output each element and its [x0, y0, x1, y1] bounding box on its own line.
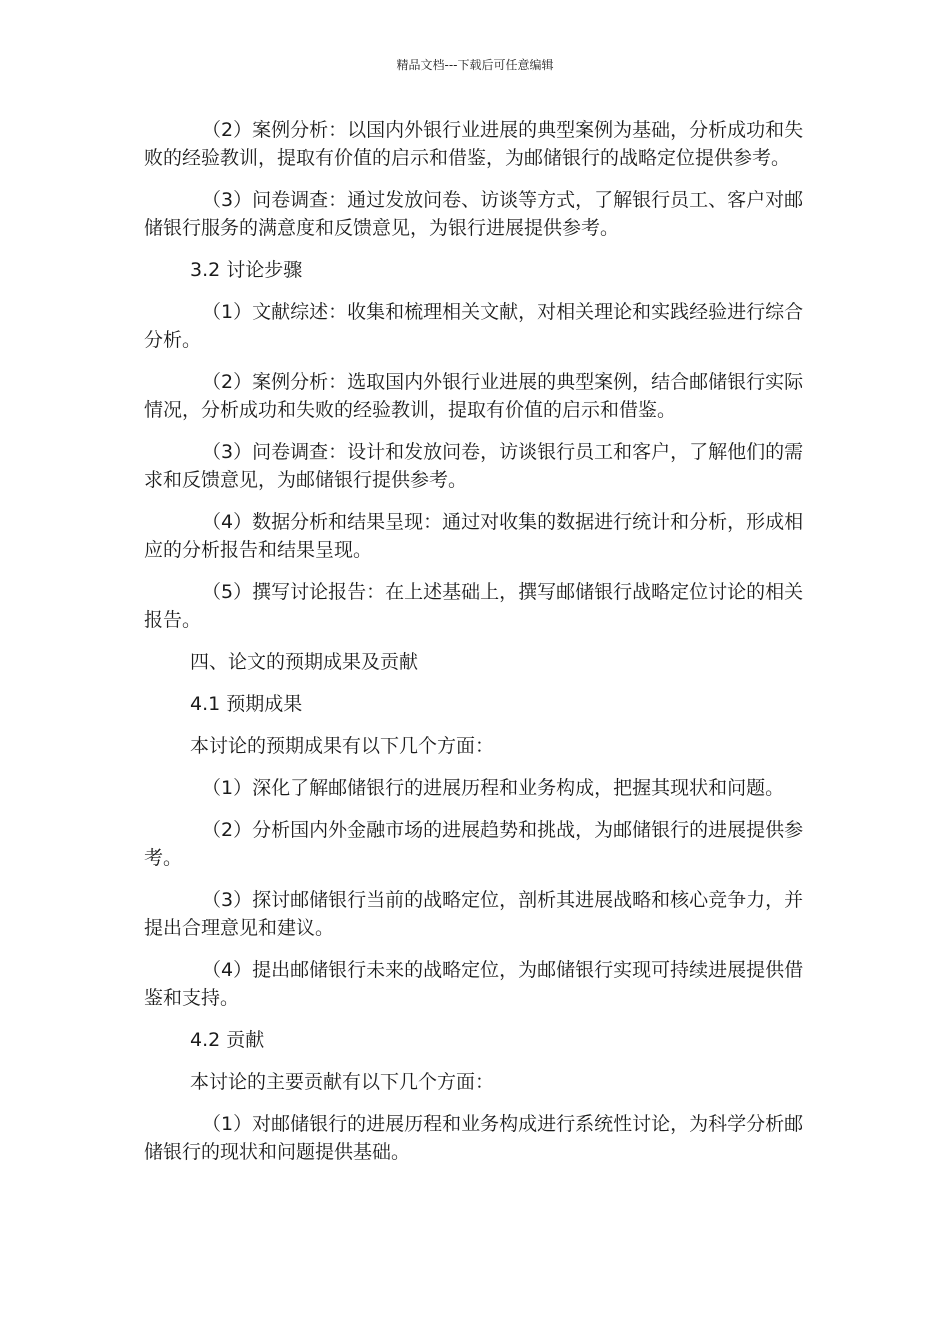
section-heading-4-2: 4.2 贡献 [190, 1029, 265, 1051]
paragraph-expected-intro: 本讨论的预期成果有以下几个方面： [190, 735, 495, 757]
paragraph-contribution-intro: 本讨论的主要贡献有以下几个方面： [190, 1071, 495, 1093]
paragraph-step-1: （1）文献综述：收集和梳理相关文献，对相关理论和实践经验进行综合分析。 [144, 301, 804, 351]
paragraph-expected-2: （2）分析国内外金融市场的进展趋势和挑战，为邮储银行的进展提供参考。 [144, 819, 804, 869]
paragraph-expected-4: （4）提出邮储银行未来的战略定位，为邮储银行实现可持续进展提供借鉴和支持。 [144, 959, 804, 1009]
paragraph-step-2: （2）案例分析：选取国内外银行业进展的典型案例，结合邮储银行实际情况，分析成功和失败的经验教训，提取有价值的启示和借鉴。 [144, 371, 804, 421]
page-header: 精品文档---下载后可任意编辑 [396, 58, 554, 72]
paragraph-survey-method: （3）问卷调查：通过发放问卷、访谈等方式，了解银行员工、客户对邮储银行服务的满意度和反馈意见，为银行进展提供参考。 [144, 189, 804, 239]
paragraph-step-3: （3）问卷调查：设计和发放问卷，访谈银行员工和客户，了解他们的需求和反馈意见，为邮储银行提供参考。 [144, 441, 804, 491]
section-heading-4-1: 4.1 预期成果 [190, 693, 303, 715]
paragraph-step-5: （5）撰写讨论报告：在上述基础上，撰写邮储银行战略定位讨论的相关报告。 [144, 581, 804, 631]
paragraph-step-4: （4）数据分析和结果呈现：通过对收集的数据进行统计和分析，形成相应的分析报告和结果呈现。 [144, 511, 804, 561]
paragraph-case-analysis-method: （2）案例分析：以国内外银行业进展的典型案例为基础，分析成功和失败的经验教训，提取有价值的启示和借鉴，为邮储银行的战略定位提供参考。 [144, 119, 804, 169]
paragraph-contribution-1: （1）对邮储银行的进展历程和业务构成进行系统性讨论，为科学分析邮储银行的现状和问题提供基础。 [144, 1113, 804, 1163]
section-heading-4: 四、论文的预期成果及贡献 [190, 651, 419, 673]
paragraph-expected-1: （1）深化了解邮储银行的进展历程和业务构成，把握其现状和问题。 [202, 777, 785, 799]
section-heading-3-2: 3.2 讨论步骤 [190, 259, 303, 281]
paragraph-expected-3: （3）探讨邮储银行当前的战略定位，剖析其进展战略和核心竞争力，并提出合理意见和建议。 [144, 889, 804, 939]
document-body [144, 116, 814, 1180]
